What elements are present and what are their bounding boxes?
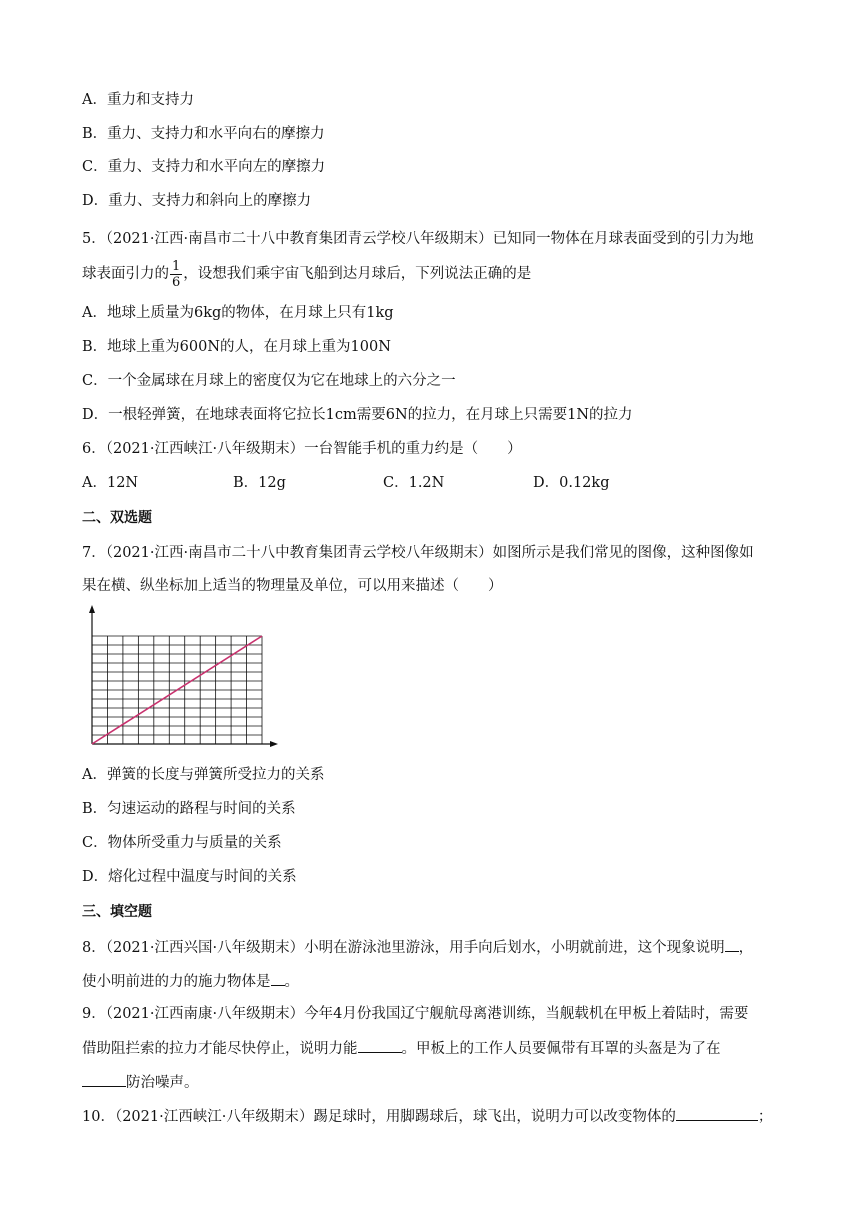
- q8-line1-end: ，: [738, 940, 754, 956]
- q6-option-c: C．1.2N: [383, 475, 445, 491]
- q8-line1: [82, 937, 790, 958]
- q5-option-a: A．地球上质量为6kg的物体，在月球上只有1kg: [82, 305, 394, 321]
- q8-line2-end: 。: [284, 974, 299, 990]
- q8-line2-text: 使小明前进的力的施力物体是: [82, 974, 271, 990]
- q10-line1: [82, 1106, 790, 1127]
- answer-blank[interactable]: [271, 971, 285, 986]
- q7-option-b: B．匀速运动的路程与时间的关系: [82, 801, 296, 817]
- q10-line1-end: ；: [757, 1109, 773, 1125]
- q4-option-a: A．重力和支持力: [82, 92, 194, 108]
- q7-stem-line1: 7．（2021·江西·南昌市二十八中教育集团青云学校八年级期末）如图所示是我们常见的图像，这种图像如: [82, 545, 754, 561]
- q5-option-b: B．地球上重为600N的人，在月球上重为100N: [82, 339, 391, 355]
- y-axis-arrow-icon: [89, 605, 95, 613]
- q9-line1: 9．（2021·江西南康·八年级期末）今年4月份我国辽宁舰航母离港训练，当舰载机在甲板上着陆时，需要: [82, 1006, 749, 1022]
- q4-option-b: B．重力、支持力和水平向右的摩擦力: [82, 126, 325, 142]
- q8-line2: [82, 971, 790, 992]
- q5-stem-line2-pre: 球表面引力的: [82, 266, 169, 282]
- q9-line3: [82, 1072, 790, 1093]
- q5-stem-line2-post: ，设想我们乘宇宙飞船到达月球后，下列说法正确的是: [183, 266, 532, 282]
- q6-option-d: D．0.12kg: [533, 475, 610, 491]
- q9-line2: [82, 1038, 790, 1059]
- q4-option-c: C．重力、支持力和水平向左的摩擦力: [82, 159, 326, 175]
- q8-line1-text: 8．（2021·江西兴国·八年级期末）小明在游泳池里游泳，用手向后划水，小明就前进，这个现象说明: [82, 940, 725, 956]
- q5-option-d: D．一根轻弹簧，在地球表面将它拉长1cm需要6N的拉力，在月球上只需要1N的拉力: [82, 407, 633, 423]
- q10-line1-text: 10．（2021·江西峡江·八年级期末）踢足球时，用脚踢球后，球飞出，说明力可以改变物体的: [82, 1109, 676, 1125]
- x-axis-arrow-icon: [270, 741, 278, 747]
- q7-option-c: C．物体所受重力与质量的关系: [82, 835, 282, 851]
- answer-blank[interactable]: [676, 1106, 758, 1121]
- fraction-denominator: 6: [172, 274, 181, 290]
- q9-line2-text-a: 借助阻拦索的拉力才能尽快停止，说明力能: [82, 1041, 358, 1057]
- q7-linear-graph: [82, 604, 282, 750]
- answer-blank[interactable]: [358, 1038, 402, 1053]
- q6-stem: 6．（2021·江西峡江·八年级期末）一台智能手机的重力约是（ ）: [82, 441, 522, 457]
- q6-option-b: B．12g: [233, 475, 286, 491]
- q7-option-a: A．弹簧的长度与弹簧所受拉力的关系: [82, 767, 325, 783]
- q5-stem-line2: [82, 257, 790, 291]
- fraction-numerator: 1: [172, 258, 181, 274]
- answer-blank[interactable]: [725, 937, 739, 952]
- q7-stem-line2: 果在横、纵坐标加上适当的物理量及单位，可以用来描述（ ）: [82, 578, 503, 594]
- q4-option-d: D．重力、支持力和斜向上的摩擦力: [82, 193, 312, 209]
- q6-option-a: A．12N: [82, 475, 139, 491]
- q9-line2-text-b: 。甲板上的工作人员要佩带有耳罩的头盔是为了在: [401, 1041, 721, 1057]
- section-heading-double-choice: 二、双选题: [82, 510, 152, 526]
- q5-option-c: C．一个金属球在月球上的密度仅为它在地球上的六分之一: [82, 373, 456, 389]
- q7-option-d: D．熔化过程中温度与时间的关系: [82, 869, 297, 885]
- section-heading-fill-blank: 三、填空题: [82, 904, 152, 920]
- q9-line3-text: 防治噪声。: [126, 1075, 199, 1091]
- q5-stem-line1: 5．（2021·江西·南昌市二十八中教育集团青云学校八年级期末）已知同一物体在月球表面受到的引力为地: [82, 231, 754, 247]
- answer-blank[interactable]: [82, 1072, 126, 1087]
- fraction-one-sixth: [170, 259, 182, 290]
